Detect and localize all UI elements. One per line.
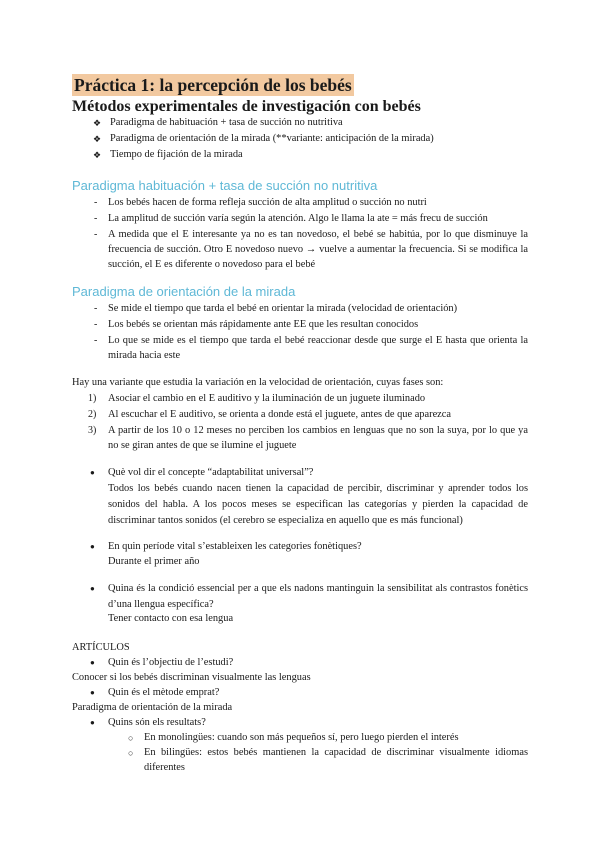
dash-bullet: -: [94, 303, 98, 314]
bullet-icon: ●: [90, 658, 95, 667]
list-item: Lo que se mide es el tiempo que tarda el bebé reaccionar desde que surge el E hasta que orienta la mirada hacia este: [108, 335, 528, 361]
section-heading-orientation: Paradigma de orientación de la mirada: [72, 284, 296, 299]
page-title: Práctica 1: la percepción de los bebés: [74, 75, 352, 95]
diamond-bullet-icon: ❖: [93, 118, 102, 128]
result-item: En monolingües: cuando son más pequeños sí, pero luego pierden el interés: [144, 732, 459, 743]
page-subtitle: Métodos experimentales de investigación con bebés: [72, 98, 421, 115]
bullet-icon: ●: [90, 468, 95, 477]
step-number: 1): [88, 393, 97, 404]
step-number: 3): [88, 425, 97, 436]
article-answer: Paradigma de orientación de la mirada: [72, 702, 233, 713]
list-item: Se mide el tiempo que tarda el bebé en orientar la mirada (velocidad de orientación): [108, 303, 458, 314]
method-item: Paradigma de orientación de la mirada (**variante: anticipación de la mirada): [110, 133, 434, 144]
variant-intro: Hay una variante que estudia la variación en la velocidad de orientación, cuyas fases son:: [72, 377, 444, 388]
method-item: Paradigma de habituación + tasa de succión no nutritiva: [110, 117, 343, 128]
bullet-icon: ●: [90, 688, 95, 697]
answer: Todos los bebés cuando nacen tienen la capacidad de percibir, discriminar y aprender todos los sonidos del habla. A los pocos meses se especifican las categorías y pierden la capacidad de discriminar tantos sonidos (el cerebro se especializa en aquello que es más funcional): [108, 483, 528, 526]
question: Quina és la condició essencial per a que els nadons mantinguin la sensibilitat als contrastos fonètics d’una llengua específica?: [108, 583, 528, 610]
step-number: 2): [88, 409, 97, 420]
list-item: A medida que el E interesante ya no es tan novedoso, el bebé se habitúa, por lo que disminuye la frecuencia de succión. Otro E novedoso nuevo → vuelve a aumentar la frecuencia. Si se modifica la succión, el E es diferente o novedoso para el bebé: [108, 229, 528, 270]
list-item: Los bebés se orientan más rápidamente ante EE que les resultan conocidos: [108, 319, 419, 330]
method-item: Tiempo de fijación de la mirada: [110, 149, 243, 160]
articles-heading: ARTÍCULOS: [72, 642, 130, 653]
bullet-icon: ●: [90, 718, 95, 727]
dash-bullet: -: [94, 335, 98, 346]
dash-bullet: -: [94, 229, 98, 240]
result-item: En bilingües: estos bebés mantienen la capacidad de discriminar visualmente idiomas diferentes: [144, 747, 528, 773]
list-item: Los bebés hacen de forma refleja succión de alta amplitud o succión no nutri: [108, 197, 427, 208]
article-answer: Conocer si los bebés discriminan visualmente las lenguas: [72, 672, 311, 683]
circle-bullet-icon: ○: [128, 733, 134, 743]
diamond-bullet-icon: ❖: [93, 150, 102, 160]
section-heading-habituation: Paradigma habituación + tasa de succión no nutritiva: [72, 178, 378, 193]
list-item: La amplitud de succión varía según la atención. Algo le llama la ate = más frecu de succión: [108, 213, 488, 224]
dash-bullet: -: [94, 213, 98, 224]
dash-bullet: -: [94, 197, 98, 208]
diamond-bullet-icon: ❖: [93, 134, 102, 144]
answer: Durante el primer año: [108, 556, 200, 567]
variant-step: Asociar el cambio en el E auditivo y la iluminación de un juguete iluminado: [108, 393, 426, 404]
article-question: Quin és l’objectiu de l’estudi?: [108, 657, 234, 668]
variant-step: A partir de los 10 o 12 meses no perciben los cambios en lenguas que no son la suya, por lo que ya no se giran antes de que se ilumine el juguete: [108, 425, 528, 451]
bullet-icon: ●: [90, 542, 95, 551]
variant-step: Al escuchar el E auditivo, se orienta a donde está el juguete, antes de que aparezca: [108, 409, 452, 420]
article-question: Quins són els resultats?: [108, 717, 206, 728]
article-question: Quin és el mètode emprat?: [108, 687, 220, 698]
dash-bullet: -: [94, 319, 98, 330]
answer: Tener contacto con esa lengua: [108, 613, 234, 624]
bullet-icon: ●: [90, 584, 95, 593]
circle-bullet-icon: ○: [128, 748, 134, 758]
question: En quin període vital s’estableixen les categories fonètiques?: [108, 541, 362, 552]
question: Què vol dir el concepte “adaptabilitat universal”?: [108, 467, 314, 478]
